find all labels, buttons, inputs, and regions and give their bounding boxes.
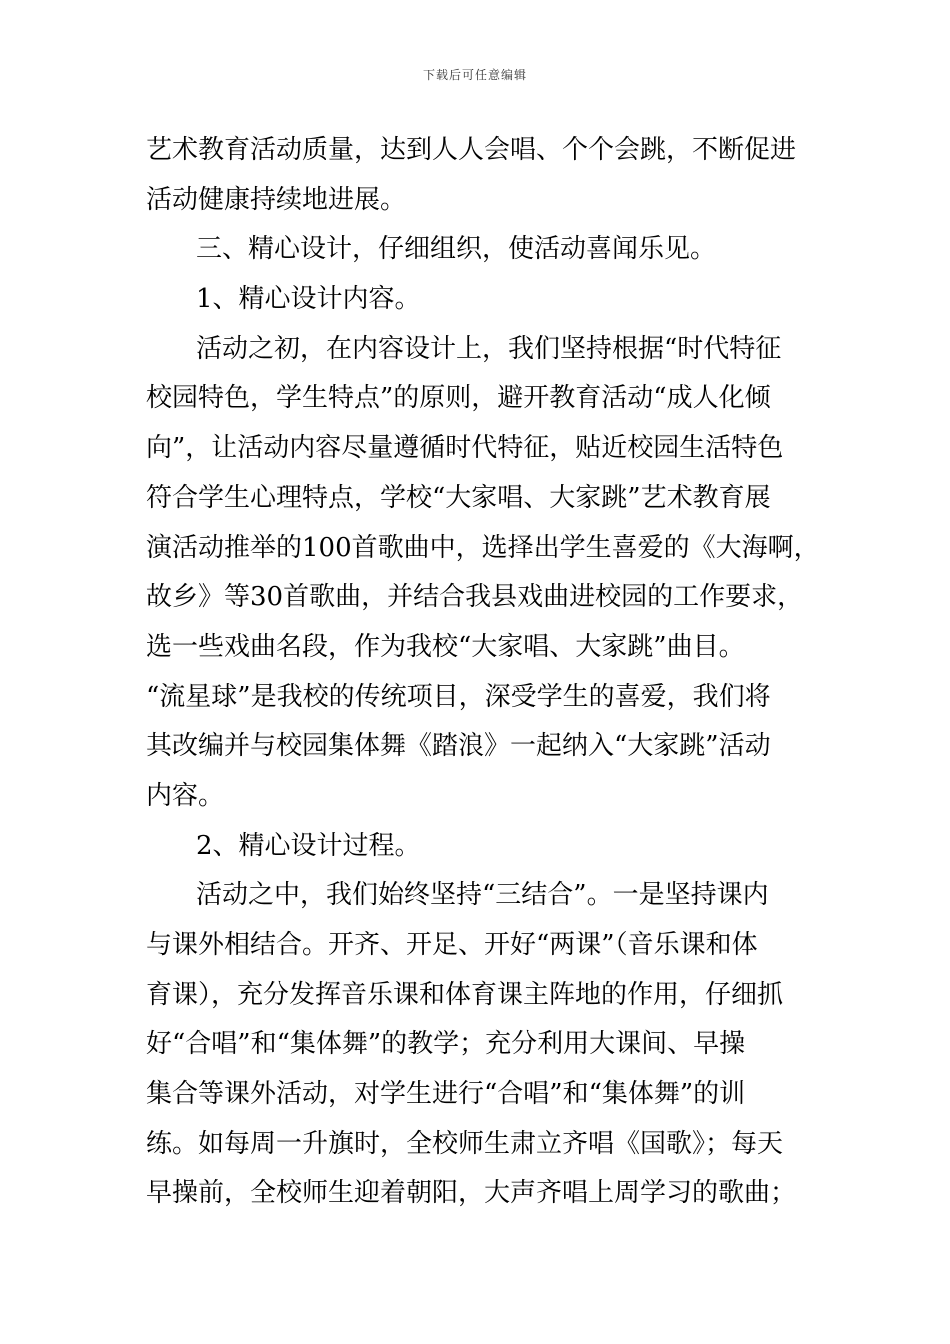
text-line: 活动健康持续地进展。: [146, 184, 407, 215]
text-line: 练。如每周一升旗时，全校师生肃立齐唱《国歌》；每天: [146, 1128, 784, 1159]
text-line: 三、精心设计，仔细组织，使活动喜闻乐见。: [196, 234, 717, 265]
text-line: 2、精心设计过程。: [196, 830, 421, 861]
text-line: 1、精心设计内容。: [196, 284, 421, 315]
page-header-note: 下载后可任意编辑: [422, 68, 527, 82]
text-line: 活动之中，我们始终坚持“三结合”。一是坚持课内: [196, 880, 769, 911]
text-line: 好“合唱”和“集体舞”的教学；充分利用大课间、早操: [146, 1029, 746, 1060]
text-line: 与课外相结合。开齐、开足、开好“两课”（音乐课和体: [146, 930, 758, 960]
text-line: 演活动推举的100首歌曲中，选择出学生喜爱的《大海啊，: [146, 532, 820, 563]
text-line: 选一些戏曲名段，作为我校“大家唱、大家跳”曲目。: [146, 631, 745, 662]
text-line: 艺术教育活动质量，达到人人会唱、个个会跳，不断促进: [146, 135, 797, 165]
text-line: 故乡》等30首歌曲，并结合我县戏曲进校园的工作要求，: [146, 582, 804, 613]
text-line: 内容。: [146, 780, 225, 811]
document-body: [146, 126, 820, 1219]
text-line: 活动之初，在内容设计上，我们坚持根据“时代特征: [196, 333, 782, 364]
text-line: “流星球”是我校的传统项目，深受学生的喜爱，我们将: [146, 681, 771, 712]
text-line: 集合等课外活动，对学生进行“合唱”和“集体舞”的训: [146, 1079, 746, 1110]
text-line: 符合学生心理特点，学校“大家唱、大家跳”艺术教育展: [146, 482, 771, 513]
text-line: 向”，让活动内容尽量遵循时代特征，贴近校园生活特色: [146, 433, 784, 464]
text-line: 校园特色，学生特点”的原则，避开教育活动“成人化倾: [146, 383, 771, 414]
text-line: 育课），充分发挥音乐课和体育课主阵地的作用，仔细抓: [146, 979, 784, 1010]
text-line: 其改编并与校园集体舞《踏浪》一起纳入“大家跳”活动: [146, 731, 771, 762]
text-line: 早操前，全校师生迎着朝阳，大声齐唱上周学习的歌曲；: [146, 1178, 797, 1209]
